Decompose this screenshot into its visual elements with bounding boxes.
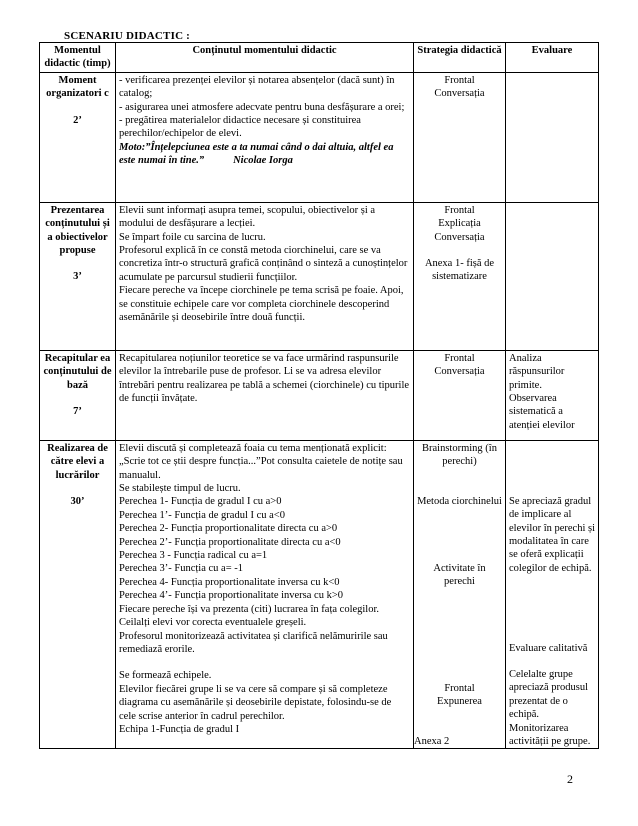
- moment-label: Moment organizatori c: [46, 74, 109, 100]
- moment-label: Realizarea de către elevi a lucrărilor: [47, 442, 108, 481]
- table-row: [40, 72, 599, 202]
- header-evaluation: Evaluare: [506, 43, 599, 73]
- content-cell: [116, 440, 414, 748]
- content-line: Perechea 3 - Funcția radical cu a=1: [119, 550, 268, 562]
- evaluation-cell: [506, 202, 599, 350]
- strategy-item: Frontal: [444, 352, 475, 364]
- moment-time: 30’: [70, 496, 85, 508]
- strategy-cell: [414, 202, 506, 350]
- content-line: Recapitularea noțiunilor teoretice se va face urmărind raspunsurile elevilor la întrebarile puse de profesor. Li se va adresa elevilor întrebări pentru realizarea pe tablă a schemei (ciorchinele) cu tipurile de funcții învățate.: [119, 352, 410, 405]
- evaluation-item: Monitorizarea activității pe grupe.: [509, 722, 591, 748]
- document-title: SCENARIU DIDACTIC :: [64, 30, 191, 42]
- table-row: [40, 440, 599, 748]
- strategy-item: Conversația: [434, 88, 485, 100]
- content-line: Elevilor fiecărei grupe li se va cere să compare și să completeze diagrama cu asemănările și deosebirile depistate, folosindu-se de cele scrise anterior în cadrul perechilor.: [119, 683, 392, 722]
- strategy-item: Frontal: [444, 204, 475, 216]
- strategy-item: Frontal Expunerea: [437, 682, 482, 708]
- content-line: Perechea 4- Funcția proportionalitate inversa cu k<0: [119, 576, 340, 588]
- moment-label: Recapitular ea conținutului de bază: [43, 352, 112, 391]
- evaluation-item: Observarea sistematică a atenției elevilor: [509, 393, 575, 431]
- content-line: Perechea 2’- Funcția proportionalitate directa cu a<0: [119, 536, 341, 548]
- header-strategy: Strategia didactică: [414, 43, 506, 73]
- content-line: - verificarea prezenței elevilor și notarea absențelor (dacă sunt) în catalog;: [119, 74, 395, 100]
- strategy-item: Brainstorming (în perechi): [422, 442, 497, 468]
- content-line: Elevii discută și completează foaia cu tema menționată explicit: „Scrie tot ce știi despre funcția...”Pot consulta caietele de notițe sau manualul.: [119, 442, 403, 481]
- evaluation-item: Analiza răspunsurilor primite.: [509, 352, 565, 391]
- moment-cell: [40, 350, 116, 440]
- lesson-plan-table: [39, 42, 599, 749]
- content-line: - asigurarea unei atmosfere adecvate pentru buna desfășurare a orei;: [119, 101, 405, 113]
- evaluation-item: Evaluare calitativă: [509, 642, 588, 654]
- content-cell: [116, 202, 414, 350]
- moment-label: Prezentarea conținutului și a obiectivelor propuse: [45, 204, 110, 257]
- strategy-item: Activitate în perechi: [433, 562, 486, 588]
- moment-time: 7’: [73, 406, 82, 418]
- content-line: Perechea 1’- Funcția de gradul I cu a<0: [119, 509, 285, 521]
- content-cell: [116, 72, 414, 202]
- strategy-item: Metoda ciorchinelui: [417, 495, 502, 507]
- table-row: [40, 202, 599, 350]
- page-number: 2: [567, 772, 573, 786]
- content-line: Perechea 3’- Funcția cu a= -1: [119, 563, 243, 575]
- strategy-item: Conversația: [434, 231, 485, 243]
- strategy-item: Frontal: [444, 74, 475, 86]
- content-line: Se formează echipele.: [119, 670, 212, 682]
- evaluation-cell: [506, 72, 599, 202]
- strategy-item: Explicația: [438, 218, 481, 230]
- content-line: Perechea 4’- Funcția proportionalitate inversa cu k>0: [119, 590, 344, 602]
- moment-cell: [40, 72, 116, 202]
- header-content: Conținutul momentului didactic: [116, 43, 414, 73]
- strategy-cell: [414, 440, 506, 748]
- strategy-item: Anexa 1- fișă de sistematizare: [424, 258, 495, 283]
- evaluation-item: Se apreciază gradul de implicare al elevilor în perechi și modalitatea în care se oferă explicații colegilor de echipă.: [509, 495, 596, 574]
- motto-author: Nicolae Iorga: [233, 155, 293, 167]
- content-line: Echipa 1-Funcția de gradul I: [119, 723, 240, 735]
- motto-text: Moto:”Înțelepciunea este a ta numai când o dai altuia, altfel ea este numai în tine.” Nicolae Iorga: [119, 141, 394, 167]
- strategy-cell: [414, 350, 506, 440]
- content-line: Fiecare pereche își va prezenta (citi) lucrarea în fața colegilor. Ceilalți elevi vor corecta eventualele greșeli.: [119, 603, 380, 629]
- strategy-spacer: [417, 244, 502, 257]
- content-line: - pregătirea materialelor didactice necesare și constituirea perechilor/echipelor de elevi.: [119, 115, 361, 140]
- content-line: Perechea 2- Funcția proportionalitate directa cu a>0: [119, 523, 338, 535]
- table-row: [40, 350, 599, 440]
- content-line: Elevii sunt informați asupra temei, scopului, obiectivelor și a modului de desfășurare a lecției.: [119, 204, 376, 230]
- content-cell: [116, 350, 414, 440]
- moment-time: 3’: [73, 271, 82, 283]
- content-line: Profesorul monitorizează activitatea și clarifică nelămuririle sau remediază erorile.: [119, 630, 388, 655]
- evaluation-item: Celelalte grupe apreciază produsul prezentat de o echipă.: [509, 668, 589, 721]
- content-line: Se împart foile cu sarcina de lucru.: [119, 231, 266, 243]
- header-moment: Momentul didactic (timp): [40, 43, 116, 73]
- moment-time: 2’: [73, 114, 82, 126]
- strategy-item: Anexa 2: [414, 735, 450, 747]
- evaluation-cell: [506, 440, 599, 748]
- moment-cell: [40, 440, 116, 748]
- content-spacer: [119, 656, 410, 669]
- content-line: Perechea 1- Funcția de gradul I cu a>0: [119, 496, 282, 508]
- strategy-cell: [414, 72, 506, 202]
- content-line: Profesorul explică în ce constă metoda ciorchinelui, care se va concretiza într-o structură grafică conținând o sinteză a cunoștințelor acumulate pe parcursul studierii funcțiilor.: [119, 245, 408, 283]
- content-line: Fiecare pereche va începe ciorchinele pe tema scrisă pe foaie. Apoi, se constituie echipele care vor completa ciorchinele descoperind asemănările și deosebirile între două funcții.: [119, 285, 404, 324]
- evaluation-cell: [506, 350, 599, 440]
- strategy-item: Conversația: [434, 366, 485, 378]
- table-header-row: [40, 43, 599, 73]
- moment-cell: [40, 202, 116, 350]
- content-line: Se stabilește timpul de lucru.: [119, 483, 241, 495]
